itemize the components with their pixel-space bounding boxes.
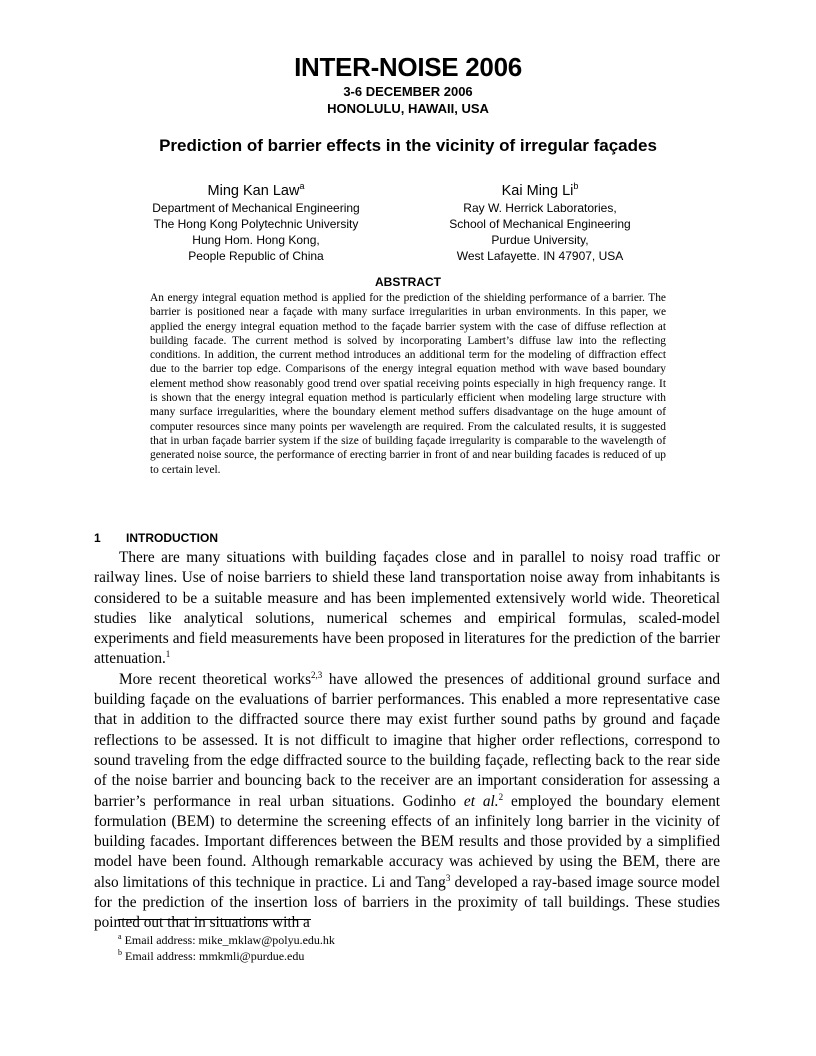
footnote-email-li: $^b$ Email address: mmkmli@purdue.edu: [118, 948, 305, 963]
author-affiliation-line: Purdue University,: [491, 232, 589, 247]
citation: 3: [445, 872, 451, 883]
author-affiliation-line: Department of Mechanical Engineering: [152, 200, 360, 215]
section-number: 1: [94, 531, 101, 545]
author-name: Ming Kan Law$^a$: [207, 181, 305, 199]
footnote-divider: [118, 919, 311, 920]
paper-title: Prediction of barrier effects in the vicinity of irregular façades: [159, 136, 657, 155]
introduction-body: [94, 548, 720, 934]
author-name: Kai Ming Li$^b$: [501, 181, 579, 199]
author-affiliation-line: The Hong Kong Polytechnic University: [153, 216, 359, 231]
footnote-email-law: $^a$ Email address: mike_mklaw@polyu.edu.hk: [118, 932, 335, 947]
author-affiliation-line: Hung Hom. Hong Kong,: [192, 232, 320, 247]
conference-location: HONOLULU, HAWAII, USA: [327, 101, 489, 116]
author-block-li: [390, 177, 690, 264]
citation: 2: [498, 791, 504, 802]
abstract-text: An energy integral equation method is applied for the prediction of the shielding performance of a barrier. The barrier is positioned near a façade with many surface irregularities in urban environments. In this paper, we applied the energy integral equation method to the façade barrier system with the case of diffuse reflection at building facade. The current method is solved by incorporating Lambert’s diffuse law into the reflecting conditions. In addition, the current method introduces an additional term for the modeling of diffraction effect due to the barrier top edge. Comparisons of the energy integral equation method with wave based boundary element method show reasonably good trend over spatial receiving points especially in high frequency range. It is shown that the energy integral equation method is particularly efficient when modeling large structure with many surface irregularities, where the boundary element method suffers disadvantage on the huge amount of computer resources since many points per wavelength are required. From the calculated results, it is suggested that in urban façade barrier system if the size of building façade irregularity is comparable to the wavelength of generated noise source, the performance of erecting barrier in front of and near building facades is reduced of up to certain level.: [150, 292, 666, 476]
section-title: INTRODUCTION: [126, 531, 218, 545]
paragraph: More recent theoretical works$^{2,3}$ have allowed the presences of additional ground surface and building façade on the evaluations of barrier performances. This enabled a more representative case that in addition to the diffracted source there may exist further sound paths by ground and façade reflections to be assessed. It is not difficult to imagine that higher order reflections, correspond to sound traveling from the edge diffracted source to the building façade, reflecting back to the rear side of the noise barrier and bouncing back to the receiver are an important consideration for assessing a barrier’s performance in real urban situations. Godinho et al.$^2$ employed the boundary element formulation (BEM) to determine the screening effects of an infinitely long barrier in the vicinity of building facades. Important differences between the BEM results and those provided by a simplified model have been found. Although remarkable accuracy was achieved by using the BEM, there are also limitations of this technique in practice. Li and Tang$^3$ developed a ray-based image source model for the prediction of the insertion loss of barriers in the proximity of tall buildings. These studies pointed out that in situations with a: [94, 669, 720, 932]
conference-title: INTER-NOISE 2006: [294, 52, 522, 82]
author-block-law: [106, 177, 406, 264]
section-heading: [94, 531, 218, 545]
abstract-heading: ABSTRACT: [375, 275, 441, 289]
author-affiliation-line: School of Mechanical Engineering: [449, 216, 631, 231]
paragraph: There are many situations with building façades close and in parallel to noisy road traffic or railway lines. Use of noise barriers to shield these land transportation noise away from inhabitants is considered to be a suitable measure and has been implemented extensively world wide. Theoretical studies like analytical solutions, numerical schemes and empirical formulas, scaled-model experiments and field measurements have been proposed in literatures for the prediction of the barrier attenuation.$^1$: [94, 549, 720, 668]
citation: 1: [165, 649, 171, 660]
citation: 2,3: [311, 669, 323, 680]
author-affiliation-line: Ray W. Herrick Laboratories,: [463, 200, 617, 215]
author-affiliation-line: West Lafayette. IN 47907, USA: [456, 248, 624, 263]
conference-dates: 3-6 DECEMBER 2006: [343, 84, 473, 99]
author-affiliation-line: People Republic of China: [188, 248, 324, 263]
